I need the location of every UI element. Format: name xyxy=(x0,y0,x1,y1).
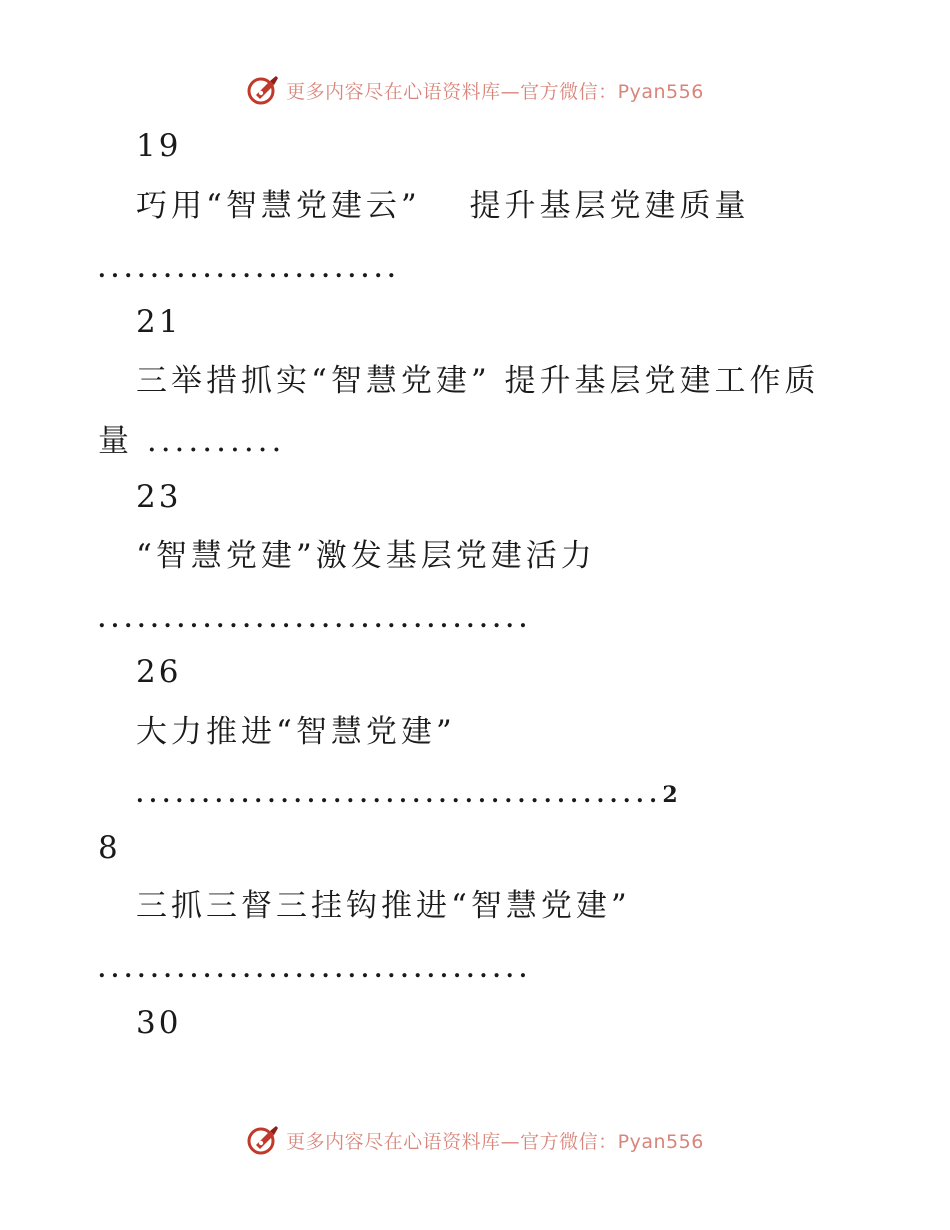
toc-entry-title: 三抓三督三挂钩推进“智慧党建” xyxy=(136,888,631,924)
toc-page-number: 21 xyxy=(136,304,182,340)
toc-dot-leader: ....................... xyxy=(98,257,401,283)
toc-entry-title: 三举措抓实“智慧党建” 提升基层党建工作质 xyxy=(136,363,820,399)
watermark-text: 更多内容尽在心语资料库—官方微信：Pyan556 xyxy=(286,80,704,103)
watermark-banner-bottom xyxy=(0,1120,950,1160)
pen-nib-logo-icon xyxy=(246,73,280,107)
toc-entry-title: “智慧党建”激发基层党建活力 xyxy=(136,538,596,574)
toc-dot-leader: ........................................2 xyxy=(136,782,684,808)
toc-page-number: 26 xyxy=(136,654,182,690)
toc-entry-title: 巧用“智慧党建云” 提升基层党建质量 xyxy=(136,188,750,224)
watermark-banner-top xyxy=(0,70,950,110)
toc-page-number: 23 xyxy=(136,479,182,515)
toc-dot-leader: ................................. xyxy=(98,957,533,983)
toc-page-number: 8 xyxy=(98,830,121,866)
toc-page-number: 30 xyxy=(136,1005,182,1041)
toc-entry-title: 大力推进“智慧党建” xyxy=(136,714,456,750)
watermark-text: 更多内容尽在心语资料库—官方微信：Pyan556 xyxy=(286,1130,704,1153)
toc-dot-leader: ................................. xyxy=(98,607,533,633)
toc-page-number: 19 xyxy=(136,128,182,164)
toc-entry-title-continuation: 量 .......... xyxy=(98,423,286,459)
pen-nib-logo-icon xyxy=(246,1123,280,1157)
